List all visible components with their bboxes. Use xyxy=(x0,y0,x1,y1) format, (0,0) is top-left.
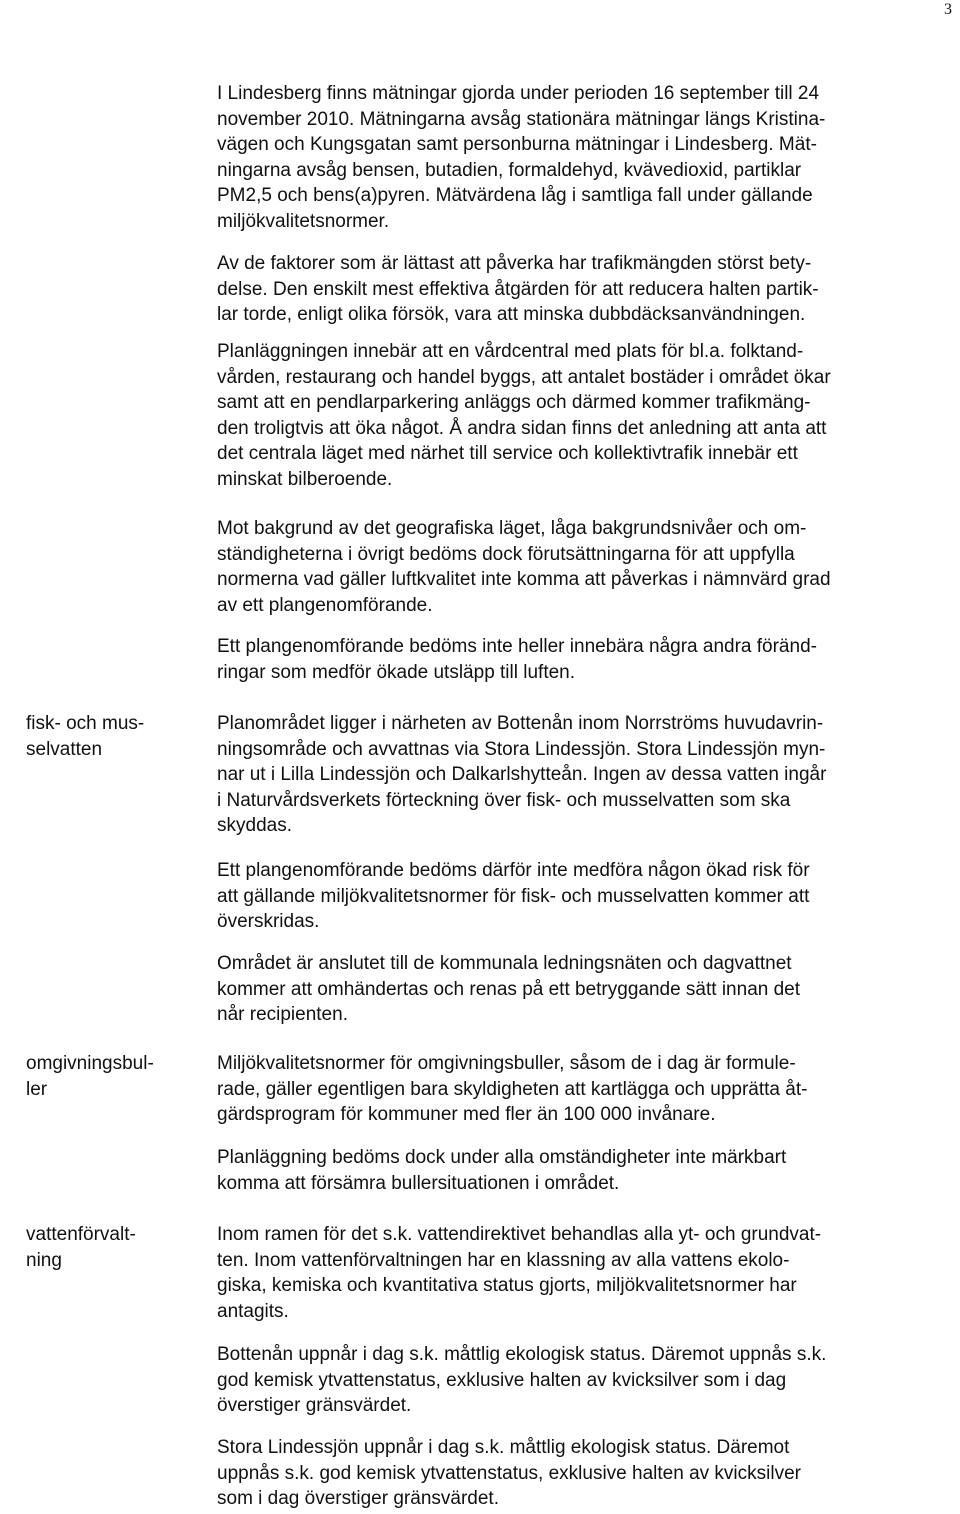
page-number: 3 xyxy=(944,1,952,18)
paragraph-text: Området är anslutet till de kommunala ledningsnäten och dagvattnet kommer att omhändertas och renas på ett betryggande sätt innan det når recipienten. xyxy=(217,953,801,1026)
margin-heading-fisk-musselvatten: fisk- och mus- selvatten xyxy=(26,713,145,760)
paragraph-text: Planområdet ligger i närheten av Bottenån inom Norrströms huvudavrin- ningsområde och avvattnas via Stora Lindessjön. Stora Lindessjön myn- nar ut i Lilla Lindessjön och Dalkarlshytteån. Ingen av dessa vatten ingår i Naturvårdsverkets förteckning över fisk- och musselvatten som ska skyddas. xyxy=(217,713,827,837)
paragraph-bottenan xyxy=(217,1342,959,1419)
paragraph-stora-lindessjon xyxy=(217,1435,959,1512)
paragraph-text: Inom ramen för det s.k. vattendirektivet behandlas alla yt- och grundvat- ten. Inom vattenförvaltningen har en klassning av alla vattens ekolo- giska, kemiska och kvantitativa status gjorts, miljökvalitetsnormer har antagits. xyxy=(217,1224,822,1322)
margin-heading-vattenforvaltning: vattenförvalt- ning xyxy=(26,1224,136,1271)
paragraph-text: Bottenån uppnår i dag s.k. måttlig ekologisk status. Däremot uppnås s.k. god kemisk ytvattenstatus, exklusive halten av kvicksilver som i dag överstiger gränsvärdet. xyxy=(217,1344,827,1417)
paragraph-text: Planläggningen innebär att en vårdcentral med plats för bl.a. folktand- vården, restaurang och handel byggs, att antalet bostäder i området ökar samt att en pendlarparkering anläggs och därmed kommer trafikmäng- den troligtvis att öka något. Å andra sidan finns det anledning att anta att det centrala läget med närhet till service och kollektivtrafik innebär ett minskat bilberoende. xyxy=(217,341,831,490)
paragraph-vattendirektivet xyxy=(217,1222,959,1324)
paragraph-text: I Lindesberg finns mätningar gjorda under perioden 16 september till 24 november 2010. Mätningarna avsåg stationära mätningar längs Kristina- vägen och Kungsgatan samt personburna mätningar i Lindesberg. Mät- ningarna avsåg bensen, butadien, formaldehyd, kvävedioxid, partiklar PM2,5 och bens(a)pyren. Mätvärdena låg i samtliga fall under gällande miljökvalitetsnormer. xyxy=(217,83,826,232)
paragraph-omradet-anslutet xyxy=(217,951,959,1028)
paragraph-text: Planläggning bedöms dock under alla omständigheter inte märkbart komma att försämra bullersituationen i området. xyxy=(217,1147,787,1194)
paragraph-matningar xyxy=(217,81,959,235)
paragraph-faktorer xyxy=(217,251,959,328)
paragraph-planlaggningen xyxy=(217,339,959,493)
paragraph-mot-bakgrund xyxy=(217,516,959,618)
paragraph-text: Miljökvalitetsnormer för omgivningsbuller, såsom de i dag är formule- rade, gäller egentligen bara skyldigheten att kartlägga och upprätta åt- gärdsprogram för kommuner med fler än 100 000 invånare. xyxy=(217,1053,808,1126)
paragraph-text: Ett plangenomförande bedöms inte heller innebära några andra föränd- ringar som medför ökade utsläpp till luften. xyxy=(217,636,817,683)
paragraph-planomradet xyxy=(217,711,959,839)
paragraph-text: Av de faktorer som är lättast att påverka har trafikmängden störst bety- delse. Den enskilt mest effektiva åtgärden för att reducera halten partik- lar torde, enligt olika försök, vara att minska dubbdäcksanvändningen. xyxy=(217,253,819,326)
paragraph-text: Ett plangenomförande bedöms därför inte medföra någon ökad risk för att gällande miljökvalitetsnormer för fisk- och musselvatten kommer att överskridas. xyxy=(217,860,810,933)
paragraph-plangenomforande-fisk xyxy=(217,858,959,935)
margin-heading-omgivningsbuller: omgivningsbul- ler xyxy=(26,1053,154,1100)
paragraph-omgivningsbuller xyxy=(217,1051,959,1128)
paragraph-text: Stora Lindessjön uppnår i dag s.k. måttlig ekologisk status. Däremot uppnås s.k. god kemisk ytvattenstatus, exklusive halten av kvicksilver som i dag överstiger gränsvärdet. xyxy=(217,1437,801,1510)
paragraph-text: Mot bakgrund av det geografiska läget, låga bakgrundsnivåer och om- ständigheterna i övrigt bedöms dock förutsättningarna för att uppfylla normerna vad gäller luftkvalitet inte komma att påverkas i nämnvärd grad av ett plangenomförande. xyxy=(217,518,831,616)
paragraph-plangenomforande-luft xyxy=(217,634,959,685)
paragraph-planlaggning-buller xyxy=(217,1145,959,1196)
